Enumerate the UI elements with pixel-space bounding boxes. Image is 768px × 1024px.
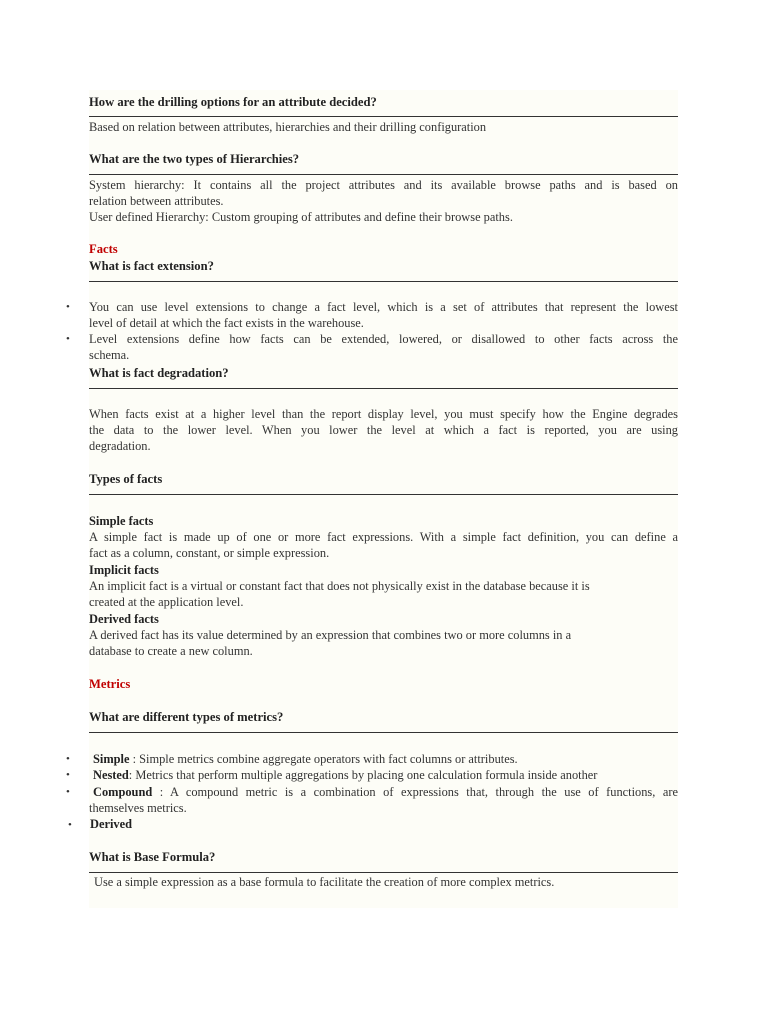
question-base-formula: What is Base Formula? [89, 850, 216, 864]
fact-type-derived [89, 611, 678, 659]
answer-line: System hierarchy: It contains all the project attributes and its available browse paths and is based on [89, 178, 678, 192]
bullet-icon: • [66, 301, 70, 313]
bullet-line: level of detail at which the fact exists in the warehouse. [89, 316, 364, 330]
divider [89, 732, 678, 733]
bullet-icon: • [66, 333, 70, 345]
fact-extension-bullet-1 [89, 299, 678, 331]
question-hierarchy-types: What are the two types of Hierarchies? [89, 152, 300, 166]
bullet-icon: • [66, 753, 70, 765]
bullet-line: schema. [89, 348, 130, 362]
divider [89, 494, 678, 495]
metric-term: Derived [90, 817, 132, 831]
divider [89, 388, 678, 389]
metric-term: Simple [93, 752, 130, 766]
metric-type-simple [93, 751, 678, 767]
metric-type-nested [93, 767, 678, 783]
metric-type-compound [89, 784, 678, 816]
metric-type-derived [90, 816, 679, 832]
fact-type-line: An implicit fact is a virtual or constant fact that does not physically exist in the database because it is [89, 579, 590, 593]
answer-line: User defined Hierarchy: Custom grouping of attributes and define their browse paths. [89, 210, 513, 224]
divider [89, 116, 678, 117]
fact-type-title: Derived facts [89, 612, 159, 626]
fact-type-line: database to create a new column. [89, 644, 253, 658]
metric-description: : Metrics that perform multiple aggregations by placing one calculation formula inside another [128, 768, 598, 782]
question-metric-types: What are different types of metrics? [89, 710, 284, 724]
bullet-icon: • [66, 769, 70, 781]
question-drilling-options: How are the drilling options for an attribute decided? [89, 95, 377, 109]
fact-type-line: A derived fact has its value determined by an expression that combines two or more columns in a [89, 628, 572, 642]
bullet-icon: • [66, 786, 70, 798]
metric-description: : Simple metrics combine aggregate operators with fact columns or attributes. [129, 752, 518, 766]
fact-type-line: created at the application level. [89, 595, 244, 609]
fact-type-implicit [89, 562, 678, 610]
answer-line: degradation. [89, 439, 151, 453]
fact-extension-bullet-2 [89, 331, 678, 363]
answer-line: the data to the lower level. When you lower the level at which a fact is reported, you are using [89, 423, 678, 437]
answer-line: relation between attributes. [89, 194, 224, 208]
divider [89, 872, 678, 873]
fact-type-simple [89, 513, 678, 561]
section-heading-metrics: Metrics [89, 677, 131, 691]
answer-line: When facts exist at a higher level than the report display level, you must specify how the Engine degrades [89, 407, 678, 421]
fact-type-title: Implicit facts [89, 563, 159, 577]
bullet-line: You can use level extensions to change a fact level, which is a set of attributes that represent the lowest [89, 300, 678, 314]
answer-hierarchy-types [89, 177, 678, 225]
fact-type-line: A simple fact is made up of one or more fact expressions. With a simple fact definition, you can define a [89, 530, 678, 544]
answer-drilling-options: Based on relation between attributes, hierarchies and their drilling configuration [89, 120, 487, 134]
question-types-of-facts: Types of facts [89, 472, 163, 486]
question-fact-degradation: What is fact degradation? [89, 366, 229, 380]
section-heading-facts: Facts [89, 242, 118, 256]
metric-term: Compound [93, 785, 153, 799]
bullet-icon: • [68, 819, 72, 831]
fact-type-title: Simple facts [89, 514, 154, 528]
divider [89, 281, 678, 282]
fact-type-line: fact as a column, constant, or simple expression. [89, 546, 330, 560]
bullet-line: themselves metrics. [89, 801, 187, 815]
bullet-line [89, 784, 678, 800]
answer-fact-degradation [89, 406, 678, 454]
bullet-line: Level extensions define how facts can be extended, lowered, or disallowed to other facts across the [89, 332, 678, 346]
metric-description: : A compound metric is a combination of expressions that, through the use of functions, are [152, 785, 678, 799]
divider [89, 174, 678, 175]
question-fact-extension: What is fact extension? [89, 259, 214, 273]
metric-term: Nested [93, 768, 129, 782]
answer-base-formula: Use a simple expression as a base formula to facilitate the creation of more complex metrics. [94, 875, 555, 889]
